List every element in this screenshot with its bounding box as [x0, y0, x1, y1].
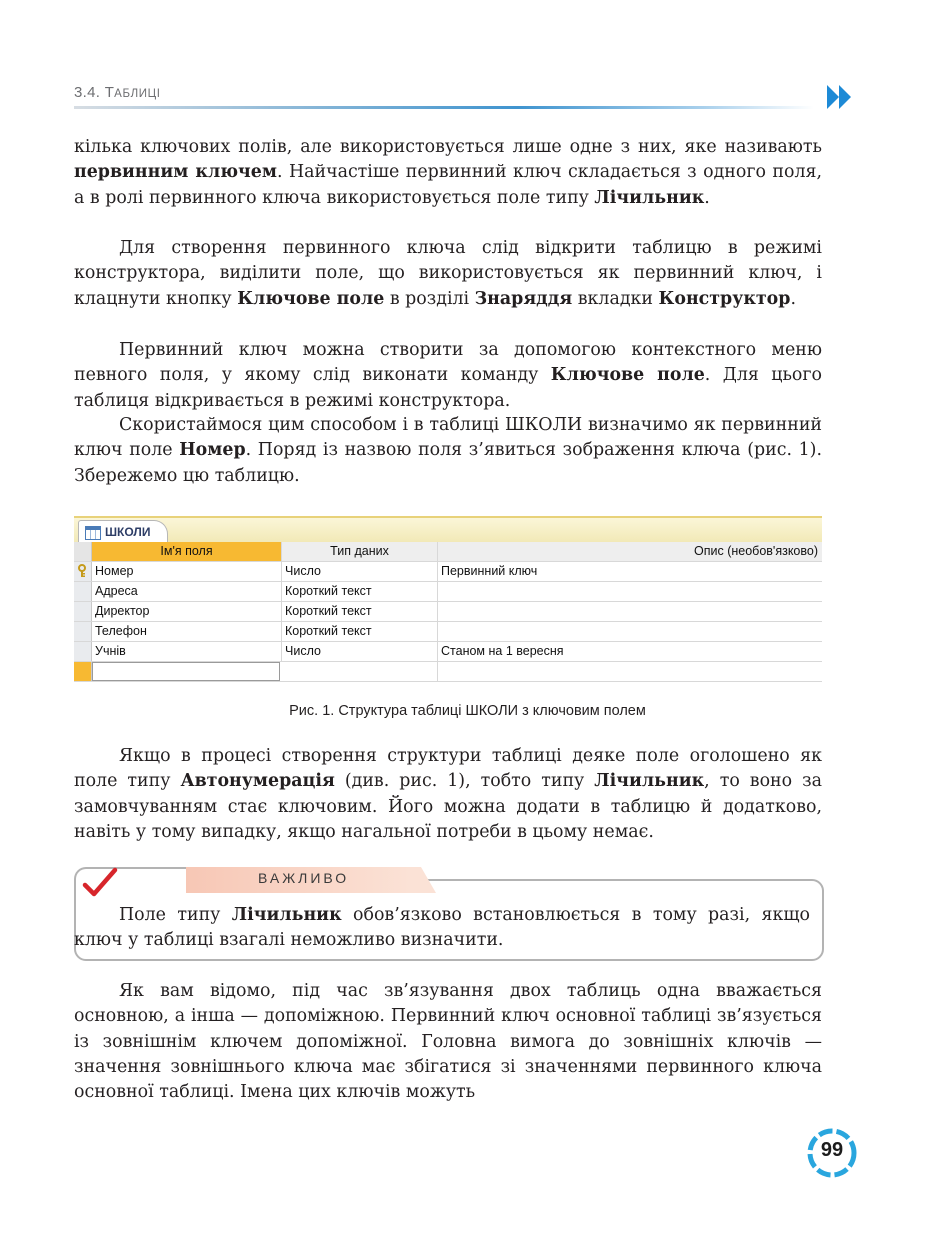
text-run: Первинний ключ можна створити за допомогою контекстного меню певного поля, у якому слід виконати команду [74, 340, 822, 386]
figure-caption: Рис. 1. Структура таблиці ШКОЛИ з ключовим полем [289, 703, 646, 719]
paragraph [74, 413, 822, 489]
new-field-name-cell[interactable] [92, 662, 280, 681]
row-selector[interactable] [74, 622, 92, 641]
paragraph [74, 236, 822, 312]
field-name-cell[interactable]: Номер [92, 562, 282, 581]
checkmark-icon [82, 866, 118, 902]
text-run: . [790, 288, 796, 309]
table-row [74, 642, 822, 662]
bold-term: Ключове поле [550, 365, 705, 386]
text-run: (див. рис. 1), тобто типу [334, 771, 595, 792]
description-cell[interactable] [438, 602, 825, 621]
column-header-description[interactable]: Опис (необов'язково) [438, 542, 822, 561]
section-title-initial: Т [104, 84, 115, 101]
grid-header-row [74, 542, 822, 562]
paragraph [74, 135, 822, 211]
bold-term: Автонумерація [180, 771, 335, 792]
new-data-type-cell[interactable] [282, 662, 438, 681]
row-selector[interactable] [74, 562, 92, 581]
text-run: обов’язково встановлюється в тому разі, якщо ключ у таблиці взагалі неможливо визначити. [74, 905, 810, 951]
section-number: 3.4. [74, 84, 101, 101]
important-text [74, 903, 810, 954]
access-table-design-view [74, 516, 822, 676]
table-row [74, 562, 822, 582]
text-run: в розділі [384, 288, 475, 309]
new-description-cell[interactable] [438, 662, 825, 681]
text-run: Як вам відомо, під час зв’язування двох таблиць одна вважається основною, а інша — допоміжною. Первинний ключ основної таблиці зв’язується із зовнішнім ключем допоміжної. Головна вимога до зовнішніх ключів — значення зовнішнього ключа має збігатися зі значеннями первинного ключа основної таблиці. Імена цих ключів можуть [74, 981, 822, 1103]
text-run: Якщо в процесі створення структури таблиці деяке поле оголошено як поле типу [74, 746, 822, 792]
text-run: Для створення первинного ключа слід відкрити таблицю в режимі конструктора, виділити поле, що використовується як первинний ключ, і клацнути кнопку [74, 238, 822, 309]
primary-key-icon [77, 564, 87, 578]
bold-term: Лічильник [594, 771, 705, 792]
text-run: , то воно за замовчуванням стає ключовим. Його можна додати в таблицю й додатково, навіть у тому випадку, якщо нагальної потреби в цьому немає. [74, 771, 822, 842]
header-divider [74, 106, 814, 109]
table-row [74, 602, 822, 622]
text-run: . Поряд із назвою поля з’явиться зображення ключа (рис. 1). Збережемо цю таблицю. [74, 440, 822, 486]
bold-term: Лічильник [231, 905, 342, 925]
bold-term: Лічильник [594, 187, 705, 208]
text-run: Поле типу [119, 905, 232, 925]
text-run: . Найчастіше первинний ключ складається з одного поля, а в ролі первинного ключа використовується поле типу [74, 162, 822, 208]
table-row [74, 582, 822, 602]
double-arrow-icon [825, 82, 855, 112]
row-selector[interactable] [74, 642, 92, 661]
bold-term: Номер [179, 440, 246, 461]
data-type-cell[interactable]: Короткий текст [282, 602, 438, 621]
description-cell[interactable]: Первинний ключ [441, 564, 538, 578]
bold-term: Конструктор [658, 288, 791, 309]
field-name-cell[interactable]: Учнів [92, 642, 282, 661]
bold-term: Знаряддя [474, 288, 573, 309]
section-header [74, 84, 161, 101]
text-run: кілька ключових полів, але використовується лише одне з них, яке називають [74, 137, 822, 157]
text-run: . [704, 187, 710, 208]
paragraph [74, 979, 822, 1105]
row-selector[interactable] [74, 662, 92, 681]
row-selector[interactable] [74, 542, 92, 561]
column-header-field-name[interactable]: Ім'я поля [92, 542, 282, 561]
row-selector[interactable] [74, 582, 92, 601]
text-run: . Для цього таблиця відкривається в режимі конструктора. [74, 365, 822, 411]
table-icon [85, 526, 101, 540]
new-record-row [74, 662, 822, 682]
text-run: Скористаймося цим способом і в таблиці ШКОЛИ визначимо як первинний ключ поле [74, 415, 822, 461]
bold-term: Ключове поле [237, 288, 385, 309]
table-tab-label: ШКОЛИ [105, 525, 151, 539]
page-number: 99 [820, 1139, 844, 1161]
description-cell[interactable] [438, 622, 825, 641]
data-type-cell[interactable]: Число [282, 562, 438, 581]
paragraph [74, 744, 822, 845]
data-type-cell[interactable]: Короткий текст [282, 622, 438, 641]
table-tab-strip [74, 516, 822, 544]
paragraph [74, 338, 822, 414]
text-run: вкладки [572, 288, 659, 309]
field-name-cell[interactable]: Телефон [92, 622, 282, 641]
field-name-cell[interactable]: Адреса [92, 582, 282, 601]
bold-term: первинним ключем [74, 162, 277, 183]
table-row [74, 622, 822, 642]
column-header-data-type[interactable]: Тип даних [282, 542, 438, 561]
description-cell[interactable]: Станом на 1 вересня [441, 644, 564, 658]
description-cell[interactable] [438, 582, 825, 601]
data-type-cell[interactable]: Число [282, 642, 438, 661]
section-title-rest: АБЛИЦІ [114, 88, 161, 100]
important-title: ВАЖЛИВО [258, 870, 350, 886]
data-type-cell[interactable]: Короткий текст [282, 582, 438, 601]
row-selector[interactable] [74, 602, 92, 621]
field-name-cell[interactable]: Директор [92, 602, 282, 621]
